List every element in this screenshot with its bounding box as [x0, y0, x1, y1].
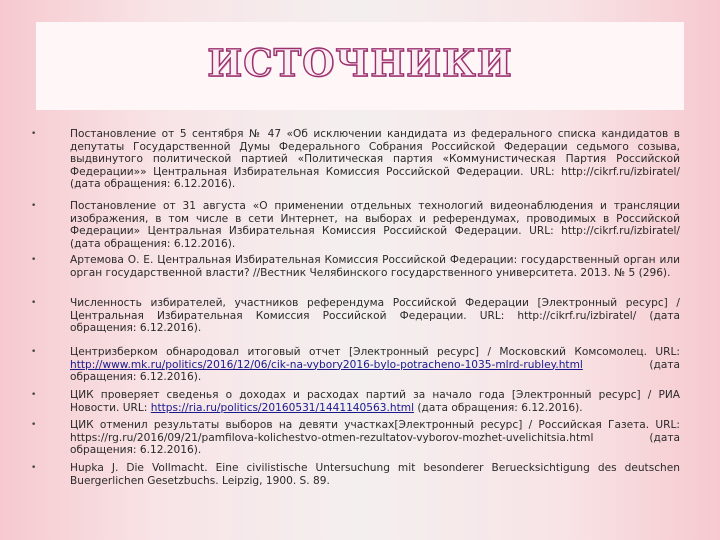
- source-item: [30, 297, 680, 335]
- source-item: [30, 389, 680, 414]
- source-text-segment: Численность избирателей, участников референдума Российской Федерации [Электронный ресурс] / Центральная Избирательная Комиссия Российской Федерации. URL: http://cikrf.ru/izbiratel/ (дата обращения: 6.12.2016).: [70, 297, 680, 335]
- source-text-segment: ЦИК отменил результаты выборов на девяти участках[Электронный ресурс] / Российская Газета. URL: https://rg.ru/2016/09/21/pamfilova-kolichestvo-otmen-rezultatov-vyborov-mozhet-uvelichitsia.html (дата обращения: 6.12.2016).: [70, 419, 680, 457]
- source-item: [30, 346, 680, 384]
- bullet-icon: •: [31, 255, 37, 265]
- bullet-icon: •: [31, 463, 37, 473]
- source-text-segment: Центризберком обнародовал итоговый отчет [Электронный ресурс] / Московский Комсомолец. URL:: [70, 346, 680, 358]
- bullet-icon: •: [31, 129, 37, 139]
- source-text: [70, 419, 680, 456]
- source-text-segment: ЦИК проверяет сведенья о доходах и расходах партий за начало года [Электронный ресурс] / РИА Новости. URL:: [70, 389, 680, 414]
- bullet-icon: •: [31, 347, 37, 357]
- source-item: [30, 254, 680, 279]
- source-text-segment: Hupka J. Die Vollmacht. Eine civilistische Untersuchung mit besonderer Beruecksichtigung des deutschen Buergerlichen Gesetzbuchs. Leipzig, 1900. S. 89.: [70, 462, 680, 487]
- source-text: [70, 297, 680, 334]
- source-link[interactable]: https://ria.ru/politics/20160531/1441140563.html: [150, 401, 415, 414]
- source-item: [30, 462, 680, 487]
- source-text-segment: (дата обращения: 6.12.2016).: [414, 401, 583, 414]
- source-text: [70, 389, 680, 414]
- source-item: [30, 200, 680, 250]
- source-text-segment: Артемова О. Е. Центральная Избирательная Комиссия Российской Федерации: государственный орган или орган государственной власти? //Вестник Челябинского государственного университета. 2013. № 5 (296).: [70, 254, 680, 279]
- source-item: [30, 419, 680, 457]
- bullet-icon: •: [31, 298, 37, 308]
- source-text: [70, 200, 680, 250]
- source-text: [70, 128, 680, 190]
- source-link[interactable]: http://www.mk.ru/politics/2016/12/06/cik-na-vybory2016-bylo-potracheno-1035-mlrd-rubley.html: [70, 358, 583, 371]
- source-text: [70, 254, 680, 279]
- slide-title: ИСТОЧНИКИ: [207, 41, 513, 85]
- source-item: [30, 128, 680, 191]
- source-text: [70, 346, 680, 383]
- source-text: [70, 462, 680, 487]
- title-box: [36, 22, 684, 110]
- source-text-segment: (дата обращения: 6.12.2016).: [70, 358, 680, 384]
- bullet-icon: •: [31, 420, 37, 430]
- source-text-segment: Постановление от 5 сентября № 47 «Об исключении кандидата из федерального списка кандидатов в депутаты Государственной Думы Федерального Собрания Российской Федерации седьмого созыва, выдвинутого политической партией «Политическая партия «Коммунистическая Партия Российской Федерации»» Центральная Избирательная Комиссия Российской Федерации. URL: http://cikrf.ru/izbiratel/ (дата обращения: 6.12.2016).: [70, 128, 680, 191]
- source-text-segment: Постановление от 31 августа «О применении отдельных технологий видеонаблюдения и трансляции изображения, в том числе в сети Интернет, на выборах и референдумах, проводимых в Российской Федерации» Центральная Избирательная Комиссия Российской Федерации. URL: http://cikrf.ru/izbiratel/ (дата обращения: 6.12.2016).: [70, 200, 680, 250]
- bullet-icon: •: [31, 201, 37, 211]
- bullet-icon: •: [31, 390, 37, 400]
